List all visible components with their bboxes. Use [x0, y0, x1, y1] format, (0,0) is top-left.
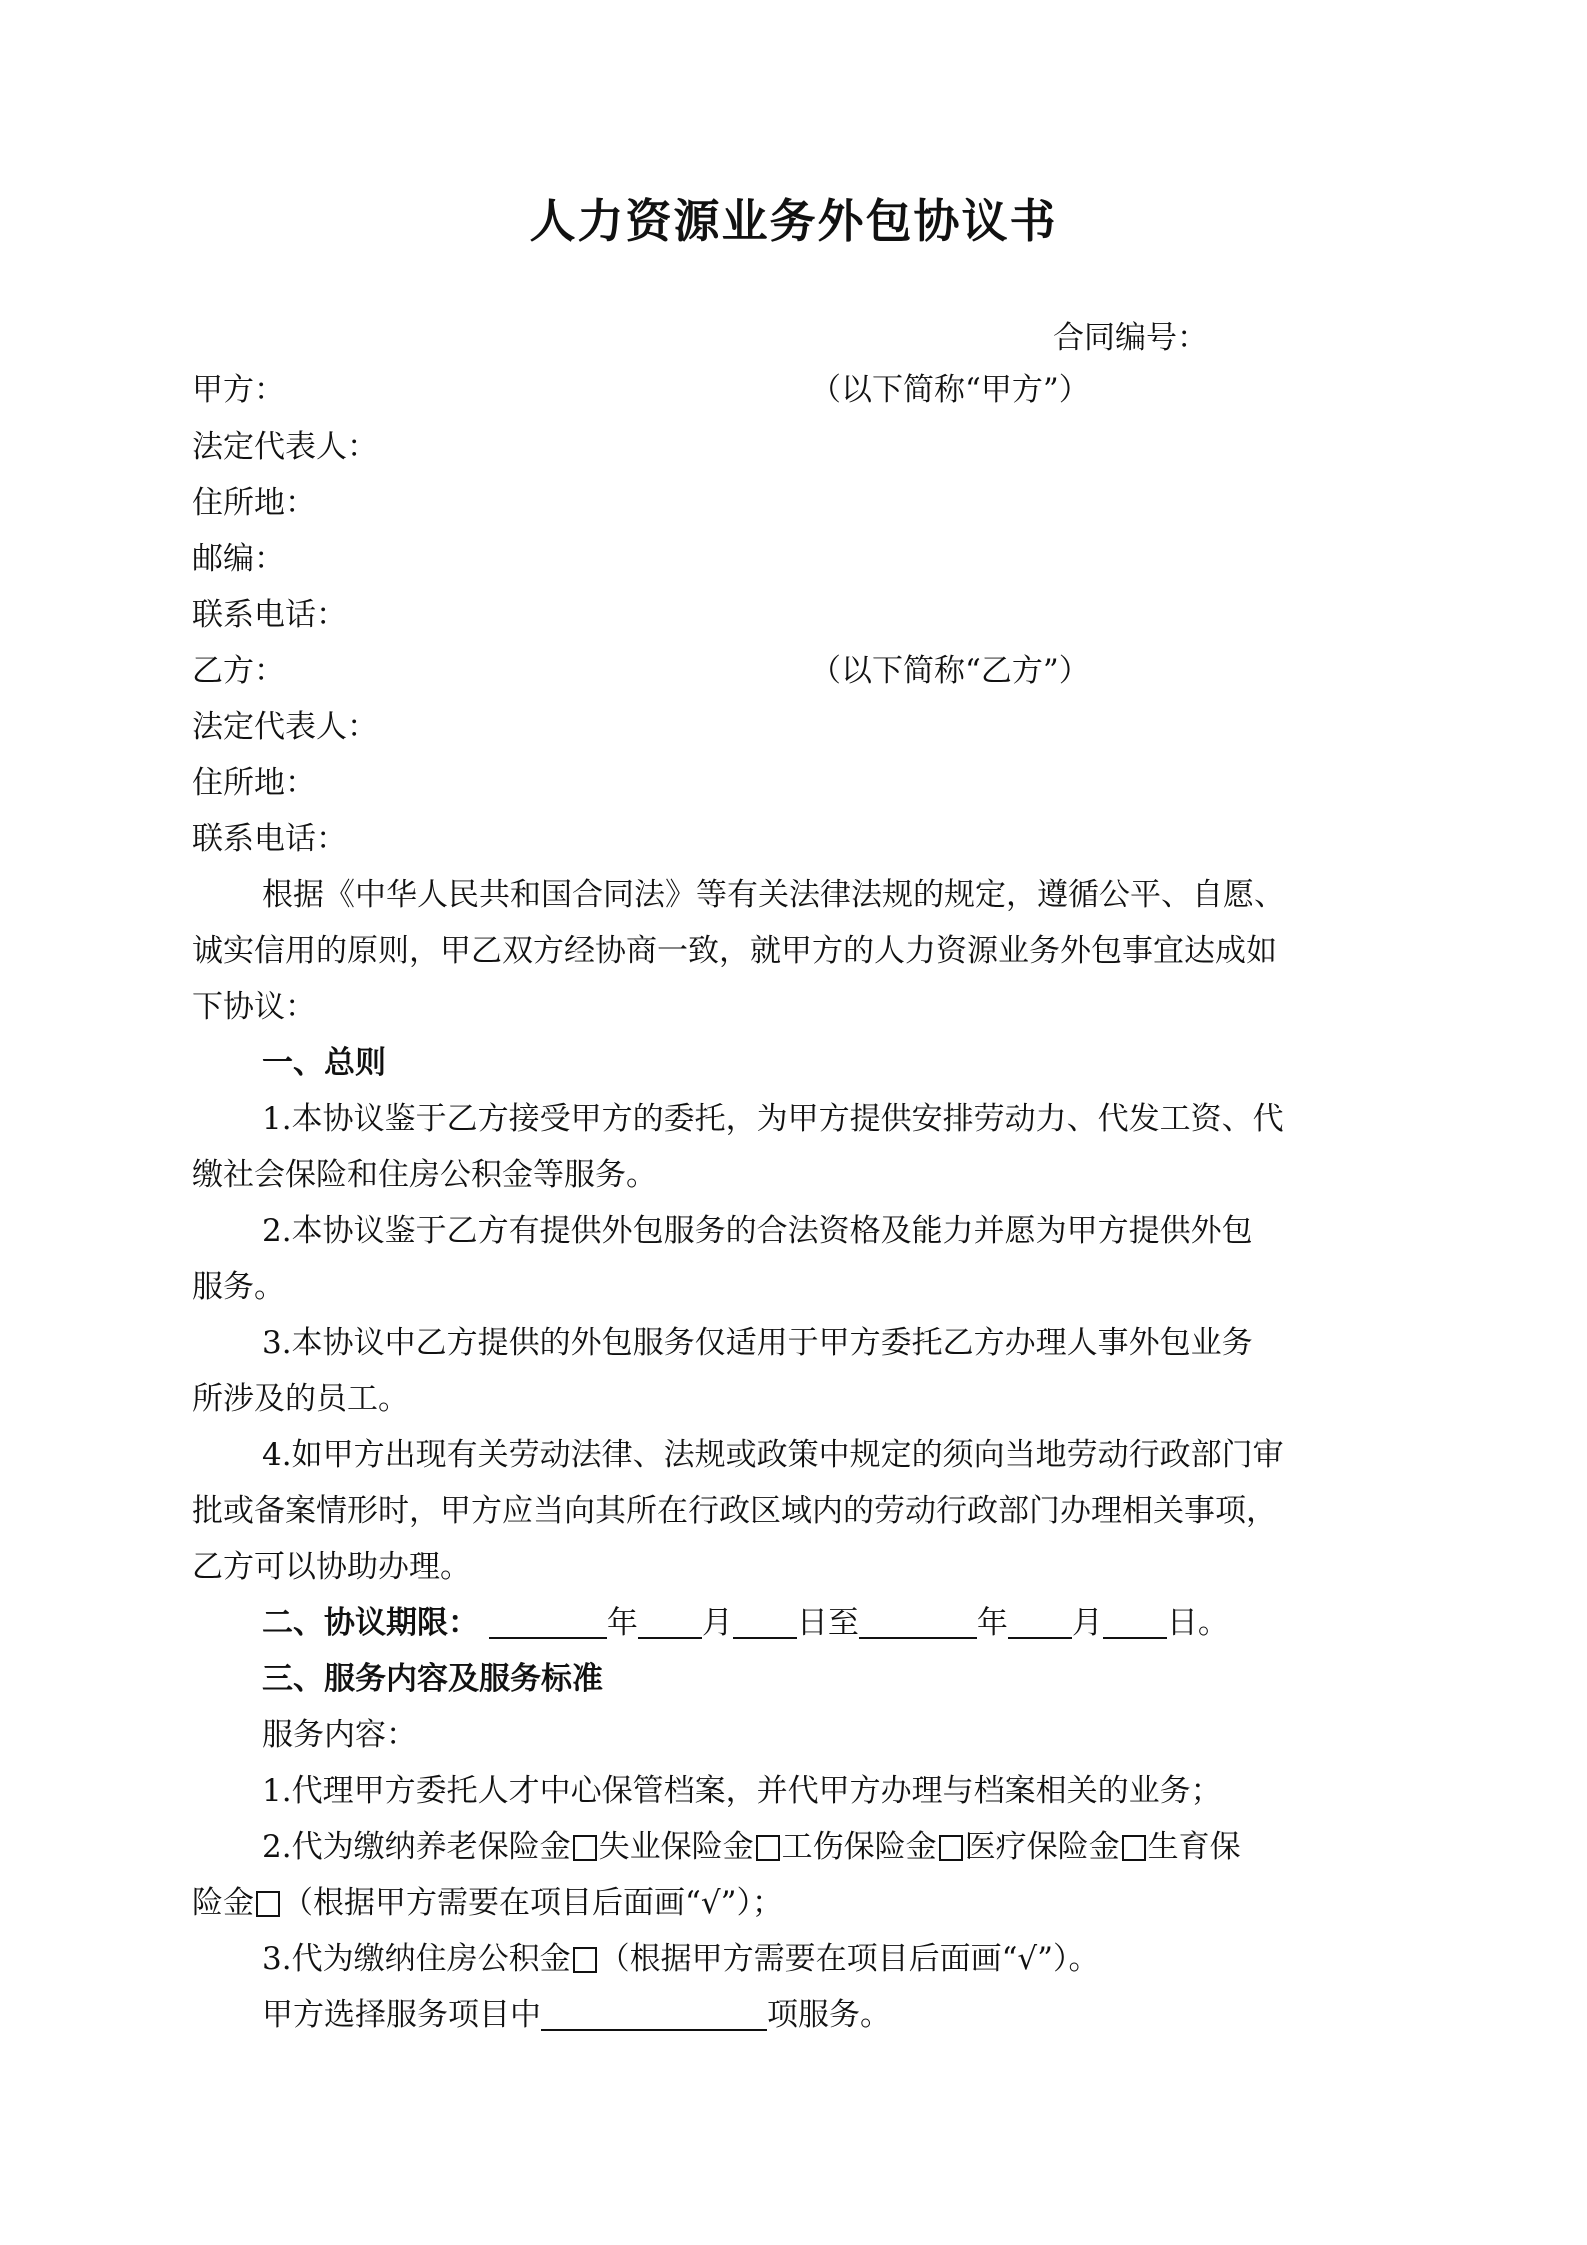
s1-p3-line-2: 所涉及的员工。 — [192, 1381, 409, 1417]
intro-line-2: 诚实信用的原则，甲乙双方经协商一致，就甲方的人力资源业务外包事宜达成如 — [192, 933, 1277, 969]
service-item-1: 1.代理甲方委托人才中心保管档案，并代甲方办理与档案相关的业务； — [262, 1773, 1222, 1809]
injury-label: 工伤保险金 — [781, 1829, 937, 1865]
party-a-abbr: （以下简称“甲方”） — [810, 372, 1090, 408]
service-item-2-line-2 — [192, 1883, 783, 1923]
service-item-2-tail: （根据甲方需要在项目后面画“√”）； — [282, 1885, 783, 1921]
injury-checkbox[interactable] — [939, 1835, 963, 1861]
start-day-blank[interactable] — [733, 1605, 797, 1639]
choice-suffix: 项服务。 — [767, 1997, 891, 2033]
end-year-blank[interactable] — [859, 1605, 977, 1639]
pension-label: 养老保险金 — [415, 1829, 571, 1865]
s1-p4-line-1: 4.如甲方出现有关劳动法律、法规或政策中规定的须向当地劳动行政部门审 — [262, 1437, 1284, 1473]
choice-prefix: 甲方选择服务项目中 — [262, 1997, 541, 2033]
year-label-2: 年 — [976, 1605, 1008, 1641]
day-to-label: 日至 — [796, 1605, 859, 1641]
start-year-blank[interactable] — [489, 1605, 607, 1639]
section-3-heading: 三、服务内容及服务标准 — [262, 1661, 603, 1697]
service-item-2-line-1 — [262, 1827, 1241, 1867]
section-2-heading: 二、协议期限： — [262, 1605, 479, 1641]
start-month-blank[interactable] — [638, 1605, 702, 1639]
document-title: 人力资源业务外包协议书 — [529, 194, 1058, 248]
day-label-2: 日。 — [1166, 1605, 1229, 1641]
choice-count-blank[interactable] — [541, 1997, 767, 2031]
unemployment-label: 失业保险金 — [598, 1829, 754, 1865]
medical-checkbox[interactable] — [1122, 1835, 1146, 1861]
maternity-checkbox[interactable] — [256, 1891, 280, 1917]
intro-line-1: 根据《中华人民共和国合同法》等有关法律法规的规定，遵循公平、自愿、 — [262, 877, 1285, 913]
party-b-abbr: （以下简称“乙方”） — [810, 653, 1090, 689]
s1-p1-line-2: 缴社会保险和住房公积金等服务。 — [192, 1157, 657, 1193]
service-content-label: 服务内容： — [262, 1717, 417, 1753]
service-choice-line — [262, 1995, 891, 2035]
section-2-term — [262, 1603, 1229, 1643]
unemployment-checkbox[interactable] — [756, 1835, 780, 1861]
party-a-address: 住所地： — [192, 485, 316, 521]
maternity-label: 生育保 — [1147, 1829, 1241, 1865]
party-a-rep: 法定代表人： — [192, 429, 378, 465]
service-item-3 — [262, 1939, 1100, 1979]
s1-p2-line-1: 2.本协议鉴于乙方有提供外包服务的合法资格及能力并愿为甲方提供外包 — [262, 1213, 1253, 1249]
housing-fund-checkbox[interactable] — [573, 1947, 597, 1973]
month-label: 月 — [701, 1605, 733, 1641]
year-label: 年 — [606, 1605, 638, 1641]
party-b-phone: 联系电话： — [192, 821, 347, 857]
maternity-label-cont: 险金 — [192, 1885, 254, 1921]
medical-label: 医疗保险金 — [964, 1829, 1120, 1865]
s1-p3-line-1: 3.本协议中乙方提供的外包服务仅适用于甲方委托乙方办理人事外包业务 — [262, 1325, 1253, 1361]
s1-p4-line-2: 批或备案情形时，甲方应当向其所在行政区域内的劳动行政部门办理相关事项， — [192, 1493, 1277, 1529]
party-b-label: 乙方： — [192, 653, 285, 689]
section-1-heading: 一、总则 — [262, 1045, 386, 1081]
party-a-phone: 联系电话： — [192, 597, 347, 633]
party-b-address: 住所地： — [192, 765, 316, 801]
party-b-rep: 法定代表人： — [192, 709, 378, 745]
s1-p4-line-3: 乙方可以协助办理。 — [192, 1549, 471, 1585]
intro-line-3: 下协议： — [192, 989, 316, 1025]
service-item-2-prefix: 2.代为缴纳 — [262, 1829, 416, 1865]
month-label-2: 月 — [1071, 1605, 1103, 1641]
end-month-blank[interactable] — [1008, 1605, 1072, 1639]
end-day-blank[interactable] — [1103, 1605, 1167, 1639]
housing-fund-label: 3.代为缴纳住房公积金 — [262, 1941, 571, 1977]
service-item-3-tail: （根据甲方需要在项目后面画“√”）。 — [598, 1941, 1100, 1977]
s1-p1-line-1: 1.本协议鉴于乙方接受甲方的委托，为甲方提供安排劳动力、代发工资、代 — [262, 1101, 1284, 1137]
pension-checkbox[interactable] — [573, 1835, 597, 1861]
party-a-label: 甲方： — [192, 372, 285, 408]
s1-p2-line-2: 服务。 — [192, 1269, 285, 1305]
party-a-zip: 邮编： — [192, 541, 285, 577]
contract-number-label: 合同编号： — [1053, 320, 1208, 356]
